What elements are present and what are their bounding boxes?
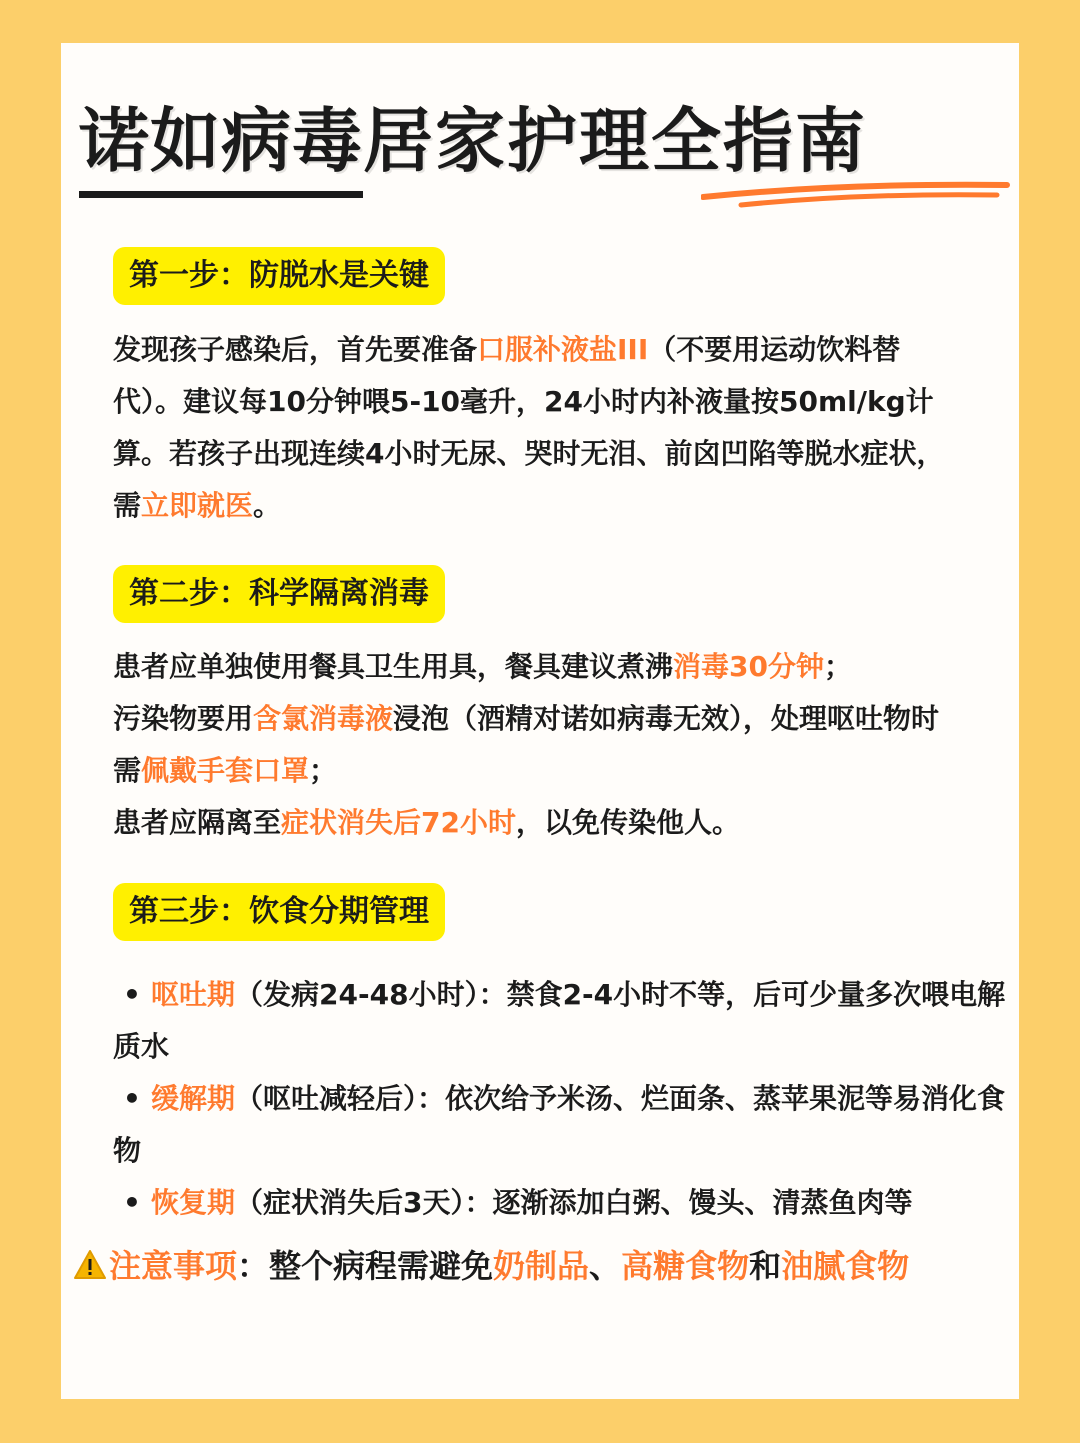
- bullet-dot: •: [123, 1082, 141, 1115]
- warning-icon: [73, 1248, 107, 1282]
- phase-text: （呕吐减轻后）：依次给予米汤、烂面条、蒸苹果泥等易消化食物: [113, 1082, 1006, 1167]
- notice-label: 注意事项: [109, 1247, 238, 1285]
- step3-heading: 第三步：饮食分期管理: [113, 883, 445, 941]
- phase-text: （发病24-48小时）：禁食2-4小时不等，后可少量多次喂电解质水: [113, 978, 1006, 1063]
- step1-heading: 第一步：防脱水是关键: [113, 247, 445, 305]
- step2-heading: 第二步：科学隔离消毒: [113, 565, 445, 623]
- notice-item-sugar: 高糖食物: [621, 1247, 750, 1285]
- title-rest: 居家护理全指南: [363, 100, 867, 182]
- step2-text-7: ，以免传染他人。: [515, 806, 740, 839]
- phase-label: 呕吐期: [151, 978, 236, 1011]
- step1-highlight-ors: 口服补液盐III: [477, 333, 649, 366]
- notice-item-dairy: 奶制品: [493, 1247, 590, 1285]
- step2-text-2: ；: [823, 650, 852, 683]
- phase-label: 恢复期: [151, 1186, 236, 1219]
- step1-text-1: 发现孩子感染后，首先要准备: [113, 333, 478, 366]
- step2-text-4: 浸泡（酒精对诺如病毒无效），处理呕吐物时需: [113, 702, 940, 787]
- phase-text: （症状消失后3天）：逐渐添加白粥、馒头、清蒸鱼肉等: [235, 1186, 913, 1219]
- step2-text-5: ；: [309, 754, 338, 787]
- step1-text-3: 。: [253, 489, 282, 522]
- notice-text: ：整个病程需避免: [237, 1247, 494, 1285]
- step2-text-6: 患者应隔离至: [113, 806, 282, 839]
- step2-paragraph: [113, 641, 963, 849]
- phase-label: 缓解期: [151, 1082, 236, 1115]
- step2-highlight-chlorine: 含氯消毒液: [253, 702, 394, 735]
- step2-highlight-72h: 症状消失后72小时: [281, 806, 516, 839]
- step1-paragraph: [113, 324, 963, 532]
- content-card: [61, 43, 1019, 1399]
- step2-highlight-boil: 消毒30分钟: [673, 650, 824, 683]
- bullet-dot: •: [123, 1186, 141, 1219]
- step2-text-3: 污染物要用: [113, 702, 254, 735]
- list-item: [113, 1177, 1013, 1229]
- notice-item-greasy: 油腻食物: [781, 1247, 910, 1285]
- step1-highlight-seek-care: 立即就医: [141, 489, 254, 522]
- notice-line: [73, 1241, 909, 1291]
- bullet-dot: •: [123, 978, 141, 1011]
- step3-list: [113, 969, 1013, 1229]
- notice-sep: 、: [589, 1247, 622, 1285]
- orange-swoosh-decoration: [701, 177, 1013, 209]
- list-item: [113, 1073, 1013, 1177]
- list-item: [113, 969, 1013, 1073]
- notice-sep: 和: [749, 1247, 782, 1285]
- title-underlined: 诺如病毒: [79, 95, 363, 198]
- step2-text-1: 患者应单独使用餐具卫生用具，餐具建议煮沸: [113, 650, 674, 683]
- step1-text-2: （不要用运动饮料替代）。建议每10分钟喂5-10毫升，24小时内补液量按50ml/kg计算。若孩子出现连续4小时无尿、哭时无泪、前囟凹陷等脱水症状，需: [113, 333, 945, 522]
- step2-highlight-gloves: 佩戴手套口罩: [141, 754, 310, 787]
